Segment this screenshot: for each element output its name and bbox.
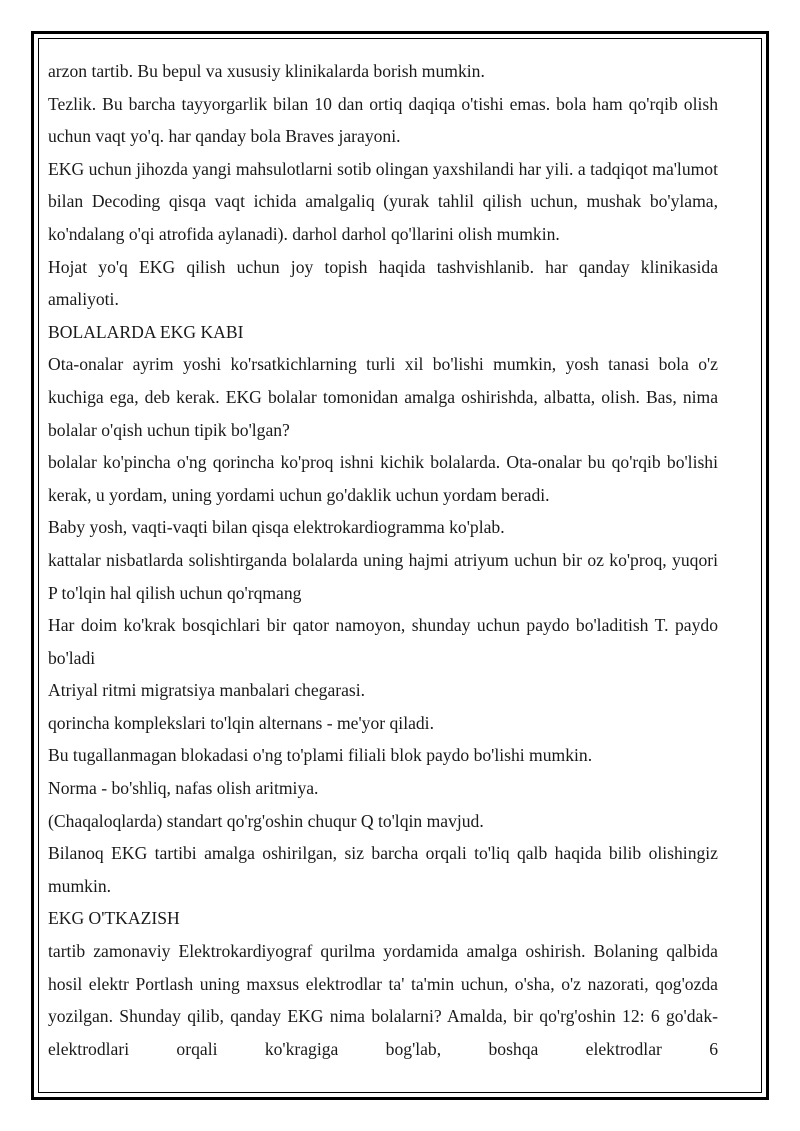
paragraph: kattalar nisbatlarda solishtirganda bolalarda uning hajmi atriyum uchun bir oz ko'proq, yuqori P to'lqin hal qilish uchun qo'rqmang bbox=[48, 549, 718, 603]
paragraph: qorincha komplekslari to'lqin alternans - me'yor qiladi. bbox=[48, 712, 434, 733]
section-heading: BOLALARDA EKG KABI bbox=[48, 321, 244, 342]
paragraph: Har doim ko'krak bosqichlari bir qator namoyon, shunday uchun paydo bo'laditish T. paydo bo'ladi bbox=[48, 615, 718, 668]
paragraph: Bilanoq EKG tartibi amalga oshirilgan, siz barcha orqali to'liq qalb haqida bilib olishingiz mumkin. bbox=[48, 843, 718, 896]
paragraph: Atriyal ritmi migratsiya manbalari chegarasi. bbox=[48, 680, 366, 701]
section-heading: EKG O'TKAZISH bbox=[48, 908, 180, 929]
paragraph: tartib zamonaviy Elektrokardiyograf qurilma yordamida amalga oshirish. Bolaning qalbida hosil elektr Portlash uning maxsus elektrodlar ta' ta'min uchun, o'sha, o'z nazorati, qog'ozda yozilgan. Shunday qilib, qanday EKG nima bolalarni? Amalda, bir qo'rg'oshin 12: 6 go'dak-elektrodlari orqali ko'kragiga bog'lab, boshqa elektrodlar 6 bbox=[48, 941, 718, 1059]
paragraph: (Chaqaloqlarda) standart qo'rg'oshin chuqur Q to'lqin mavjud. bbox=[48, 810, 484, 831]
paragraph: arzon tartib. Bu bepul va xususiy klinikalarda borish mumkin. bbox=[48, 61, 485, 81]
paragraph: Tezlik. Bu barcha tayyorgarlik bilan 10 dan ortiq daqiqa o'tishi emas. bola ham qo'rqib olish uchun vaqt yo'q. har qanday bola Braves jarayoni. bbox=[48, 93, 718, 147]
paragraph: Norma - bo'shliq, nafas olish aritmiya. bbox=[48, 778, 319, 799]
paragraph: Bu tugallanmagan blokadasi o'ng to'plami filiali blok paydo bo'lishi mumkin. bbox=[48, 745, 593, 766]
paragraph: Ota-onalar ayrim yoshi ko'rsatkichlarning turli xil bo'lishi mumkin, yosh tanasi bola o'z kuchiga ega, deb kerak. EKG bolalar tomonidan amalga oshirishda, albatta, olish. Bas, nima bolalar o'qish uchun tipik bo'lgan? bbox=[48, 354, 718, 440]
paragraph: bolalar ko'pincha o'ng qorincha ko'proq ishni kichik bolalarda. Ota-onalar bu qo'rqib bo'lishi kerak, u yordam, uning yordami uchun go'daklik uchun yordam beradi. bbox=[48, 452, 718, 505]
paragraph: Baby yosh, vaqti-vaqti bilan qisqa elektrokardiogramma ko'plab. bbox=[48, 517, 505, 538]
paragraph: Hojat yo'q EKG qilish uchun joy topish haqida tashvishlanib. har qanday klinikasida amaliyoti. bbox=[48, 256, 718, 310]
document-body bbox=[48, 55, 718, 1065]
paragraph: EKG uchun jihozda yangi mahsulotlarni sotib olingan yaxshilandi har yili. a tadqiqot ma'lumot bilan Decoding qisqa vaqt ichida amalgaliq (yurak tahlil qilish uchun, mushak bo'ylama, ko'ndalang o'qi atrofida aylanadi). darhol darhol qo'llarini olish mumkin. bbox=[48, 158, 718, 244]
